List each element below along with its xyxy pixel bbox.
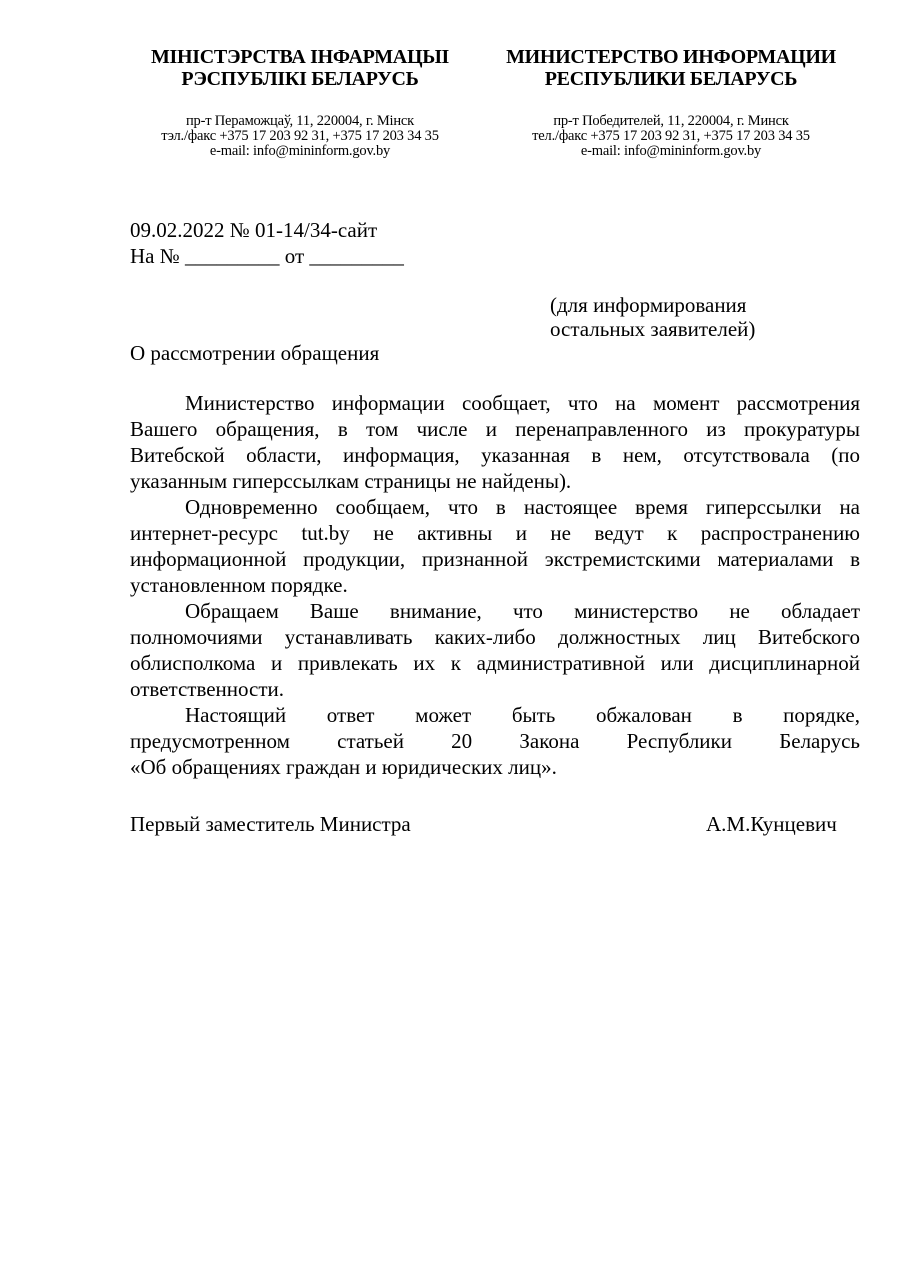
paragraph-line: полномочиями устанавливать каких-либо должностных лиц Витебского [130, 625, 860, 649]
paragraph-line: облисполкома и привлекать их к административной или дисциплинарной [130, 651, 860, 675]
address-by: пр-т Пераможцаў, 11, 220004, г. Мінск [185, 113, 414, 129]
paragraph-line: Витебской области, информация, указанная в нем, отсутствовала (по [130, 443, 860, 467]
signatory-position: Первый заместитель Министра [130, 812, 411, 836]
paragraph [130, 702, 860, 780]
paragraph-line: указанным гиперссылкам страницы не найдены). [130, 469, 572, 493]
phone-by: тэл./факс +375 17 203 92 31, +375 17 203 34 35 [161, 128, 439, 144]
addressee-line: (для информирования [550, 293, 747, 317]
republic-name-ru: РЕСПУБЛИКИ БЕЛАРУСЬ [544, 68, 798, 90]
paragraph-line: Одновременно сообщаем, что в настоящее время гиперссылки на [185, 495, 860, 519]
paragraph-line: предусмотренном статьей 20 Закона Республики Беларусь [130, 729, 860, 753]
paragraph [130, 598, 860, 702]
paragraph [130, 494, 860, 598]
phone-ru: тел./факс +375 17 203 92 31, +375 17 203 34 35 [532, 128, 810, 144]
paragraph-line: Вашего обращения, в том числе и перенаправленного из прокуратуры [130, 417, 860, 441]
email-ru: e-mail: info@mininform.gov.by [580, 143, 762, 159]
letterhead-belarusian [120, 46, 480, 159]
paragraph [130, 390, 860, 494]
letterhead-russian [490, 46, 852, 159]
signatory-name: А.М.Кунцевич [706, 812, 837, 836]
addressee-note [550, 293, 755, 341]
ministry-name-by: МІНІСТЭРСТВА ІНФАРМАЦЫІ [150, 46, 450, 68]
incoming-number: На № _________ от _________ [130, 244, 404, 268]
addressee-line: остальных заявителей) [550, 317, 756, 341]
republic-name-by: РЭСПУБЛІКІ БЕЛАРУСЬ [181, 68, 419, 90]
letter-body [130, 390, 860, 780]
outgoing-number: 09.02.2022 № 01-14/34-сайт [130, 218, 378, 242]
paragraph-line: Министерство информации сообщает, что на момент рассмотрения [185, 391, 860, 415]
ministry-name-ru: МИНИСТЕРСТВО ИНФОРМАЦИИ [506, 46, 836, 68]
reference-block [130, 217, 404, 269]
paragraph-line: ответственности. [130, 677, 285, 701]
paragraph-line: Настоящий ответ может быть обжалован в порядке, [185, 703, 860, 727]
paragraph-line: информационной продукции, признанной экстремистскими материалами в [130, 547, 860, 571]
paragraph-line: Обращаем Ваше внимание, что министерство не обладает [185, 599, 860, 623]
email-by: e-mail: info@mininform.gov.by [209, 143, 391, 159]
paragraph-line: интернет-ресурс tut.by не активны и не ведут к распространению [130, 521, 860, 545]
address-ru: пр-т Победителей, 11, 220004, г. Минск [553, 113, 789, 129]
paragraph-line: установленном порядке. [130, 573, 348, 597]
subject: О рассмотрении обращения [130, 341, 380, 365]
paragraph-line: «Об обращениях граждан и юридических лиц». [130, 755, 557, 779]
